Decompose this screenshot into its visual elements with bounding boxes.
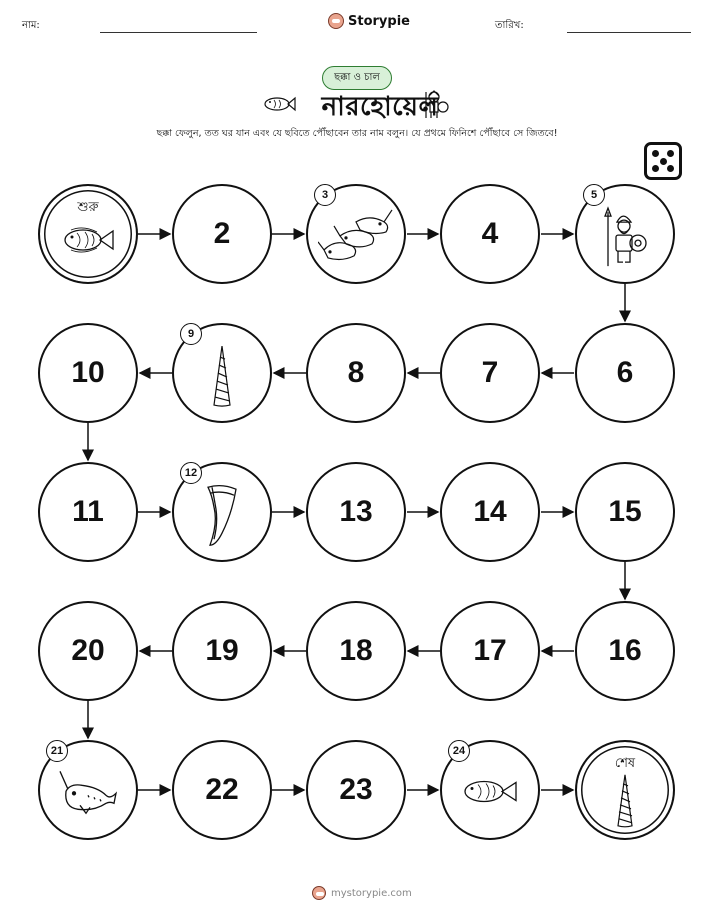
board-cell-21[interactable]	[38, 740, 138, 840]
board-cell-8[interactable]	[306, 323, 406, 423]
board-cell-9[interactable]	[172, 323, 272, 423]
board-cell-17[interactable]	[440, 601, 540, 701]
game-tag: ছক্কা ও চাল	[322, 66, 392, 90]
horn-icon	[204, 483, 240, 547]
board-cell-5[interactable]	[575, 184, 675, 284]
cell-number: 4	[481, 217, 499, 250]
viking-icon	[603, 206, 647, 268]
board-cell-7[interactable]	[440, 323, 540, 423]
cell-number: 6	[616, 356, 634, 389]
name-label: নাম:	[22, 20, 40, 31]
brand-name: Storypie	[348, 13, 410, 29]
cell-number: 8	[347, 356, 365, 389]
board-cell-12[interactable]	[172, 462, 272, 562]
footer-url[interactable]: mystorypie.com	[331, 887, 412, 899]
end-label: শেষ	[614, 756, 636, 771]
tusk-icon	[616, 774, 634, 828]
board-cell-20[interactable]	[38, 601, 138, 701]
board-cell-24[interactable]	[440, 740, 540, 840]
cell-number: 19	[205, 634, 239, 667]
board-cell-18[interactable]	[306, 601, 406, 701]
board-cell-4[interactable]	[440, 184, 540, 284]
cell-number-badge: 3	[314, 184, 336, 206]
cell-number: 2	[213, 217, 231, 250]
cell-number: 22	[205, 773, 239, 806]
page-title: নারহোয়েল	[321, 92, 439, 122]
cell-number: 14	[473, 495, 507, 528]
instructions: ছক্কা ফেলুন, তত ঘর যান এবং যে ছবিতে পৌঁছাবেন তার নাম বলুন। যে প্রথমে ফিনিশে পৌঁছাবে সে জিতবে!	[156, 128, 558, 139]
flounder-icon	[462, 777, 518, 807]
cell-number-badge: 12	[180, 462, 202, 484]
board-cell-14[interactable]	[440, 462, 540, 562]
cell-number: 18	[339, 634, 373, 667]
board-cell-start[interactable]	[38, 184, 138, 284]
cell-number: 23	[339, 773, 373, 806]
board-cell-22[interactable]	[172, 740, 272, 840]
cell-number: 20	[71, 634, 105, 667]
cell-number: 17	[473, 634, 507, 667]
cell-number: 13	[339, 495, 373, 528]
footer	[312, 886, 412, 900]
cell-number-badge: 9	[180, 323, 202, 345]
board-cell-6[interactable]	[575, 323, 675, 423]
cell-number: 10	[71, 356, 105, 389]
board-cell-23[interactable]	[306, 740, 406, 840]
fish-icon	[61, 225, 115, 255]
board-cell-16[interactable]	[575, 601, 675, 701]
narwhal-pod-icon	[318, 208, 394, 266]
board-cell-2[interactable]	[172, 184, 272, 284]
cell-number-badge: 24	[448, 740, 470, 762]
storypie-logo-icon	[312, 886, 326, 900]
board-cell-end[interactable]	[575, 740, 675, 840]
cell-number-badge: 21	[46, 740, 68, 762]
narwhal-tusk-icon	[211, 345, 233, 407]
cell-number: 15	[608, 495, 642, 528]
cell-number-badge: 5	[583, 184, 605, 206]
cell-number: 11	[72, 495, 104, 528]
board-cell-3[interactable]	[306, 184, 406, 284]
board-cell-15[interactable]	[575, 462, 675, 562]
cell-number: 7	[481, 356, 499, 389]
date-label: তারিখ:	[495, 20, 524, 31]
board-cell-10[interactable]	[38, 323, 138, 423]
board-cell-19[interactable]	[172, 601, 272, 701]
cell-number: 16	[608, 634, 642, 667]
board-cell-11[interactable]	[38, 462, 138, 562]
start-label: শুরু	[77, 200, 99, 215]
board-cell-13[interactable]	[306, 462, 406, 562]
narwhal-icon	[58, 769, 118, 815]
